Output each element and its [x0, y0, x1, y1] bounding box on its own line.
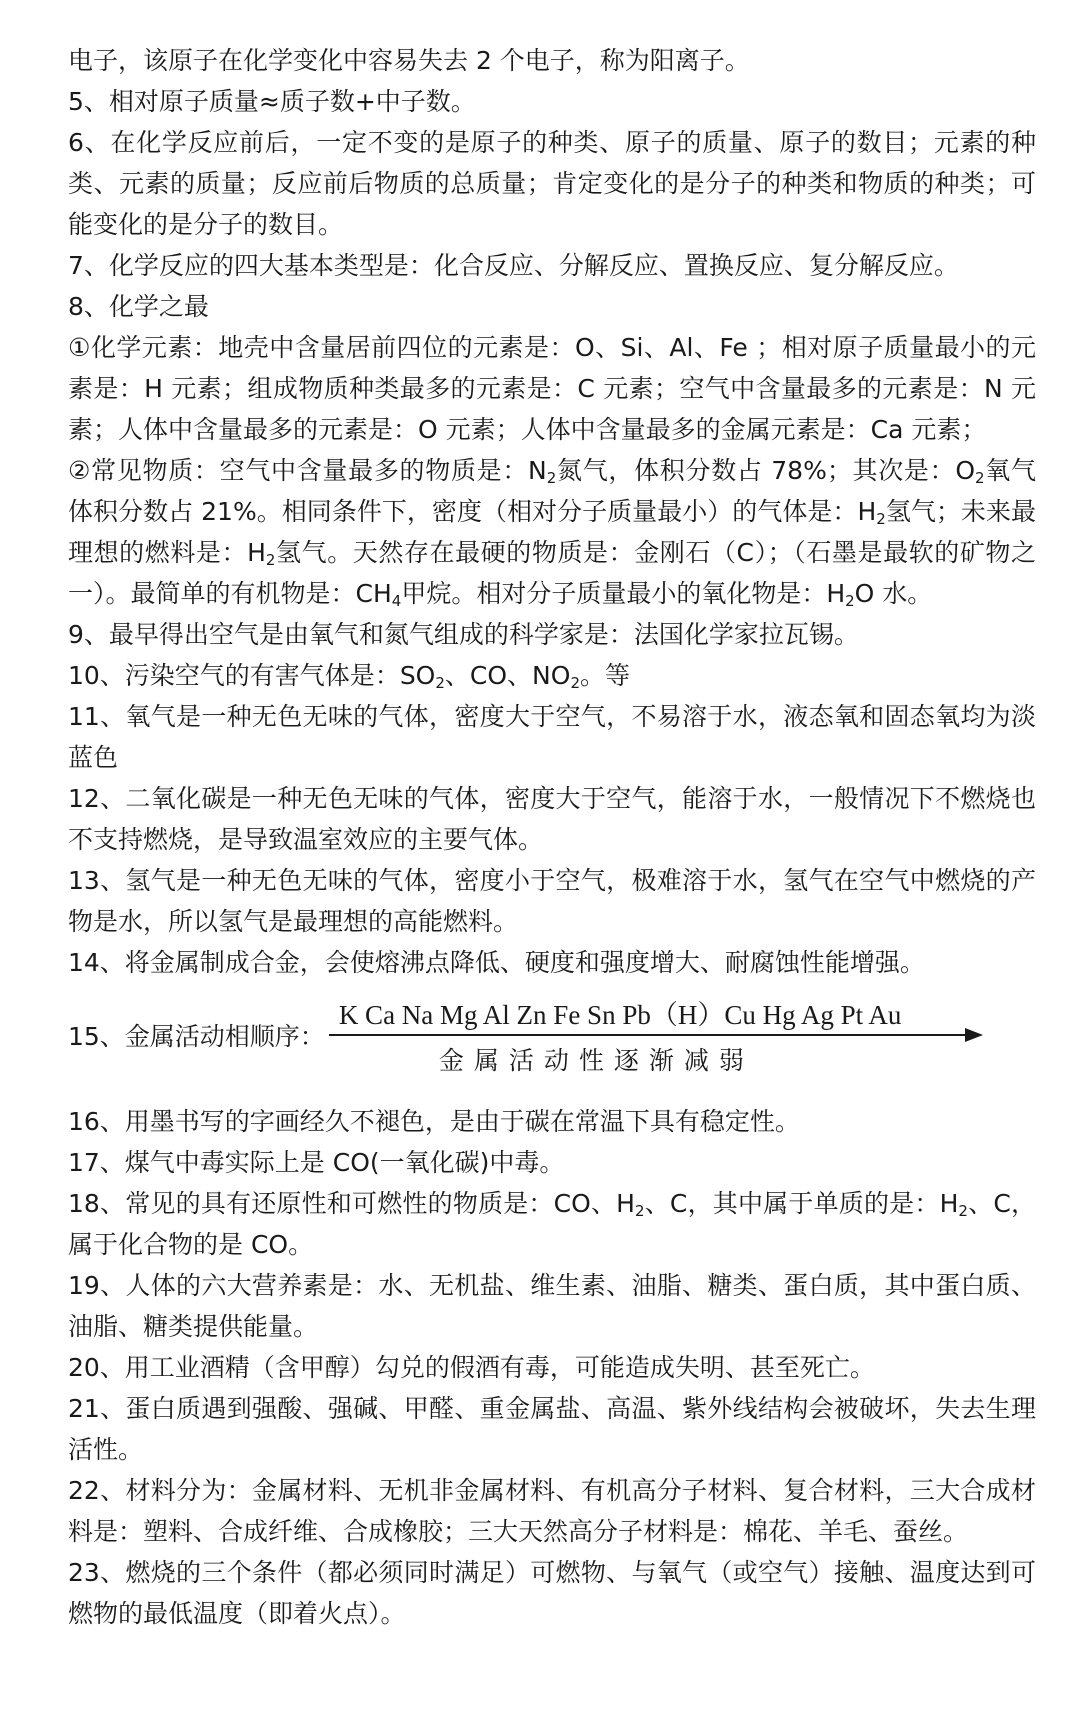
paragraph-21: 21、蛋白质遇到强酸、强碱、甲醛、重金属盐、高温、紫外线结构会被破坏，失去生理活性。 [68, 1394, 1036, 1464]
paragraph-8-elements: ①化学元素：地壳中含量居前四位的元素是：O、Si、Al、Fe ；相对原子质量最小的元素是：H 元素；组成物质种类最多的元素是：C 元素；空气中含量最多的元素是：N 元素；人体中含量最多的元素是：O 元素；人体中含量最多的金属元素是：Ca 元素； [68, 333, 1036, 444]
metal-activity-series [68, 989, 1036, 1081]
paragraph-11: 11、氧气是一种无色无味的气体，密度大于空气，不易溶于水，液态氧和固态氧均为淡蓝色 [68, 702, 1036, 772]
subscript: 2 [435, 674, 445, 692]
paragraph-20: 20、用工业酒精（含甲醇）勾兑的假酒有毒，可能造成失明、甚至死亡。 [68, 1353, 875, 1382]
text-segment: 、CO、NO [444, 661, 571, 690]
text-segment: 氮气，体积分数占 78%；其次是：O [556, 456, 976, 485]
subscript: 2 [975, 469, 985, 487]
arrow-head-icon [965, 1028, 983, 1042]
paragraph-8-substances [68, 450, 1036, 614]
paragraph-22: 22、材料分为：金属材料、无机非金属材料、有机高分子材料、复合材料，三大合成材料是：塑料、合成纤维、合成橡胶；三大天然高分子材料是：棉花、羊毛、蚕丝。 [68, 1476, 1036, 1546]
arrow-caption: 金属活动性逐渐减弱 [438, 1046, 754, 1075]
paragraph-10 [68, 655, 1036, 696]
subscript: 2 [845, 592, 855, 610]
paragraph-17: 17、煤气中毒实际上是 CO(一氧化碳)中毒。 [68, 1148, 565, 1177]
text-segment: 、C，属于化合物的是 CO。 [68, 1189, 1036, 1259]
text-segment: 10、污染空气的有害气体是：SO [68, 661, 436, 690]
text-segment: ②常见物质：空气中含量最多的物质是：N [68, 456, 547, 485]
paragraph-16: 16、用墨书写的字画经久不褪色，是由于碳在常温下具有稳定性。 [68, 1107, 800, 1136]
text-segment: 18、常见的具有还原性和可燃性的物质是：CO、H [68, 1189, 635, 1218]
paragraph-23: 23、燃烧的三个条件（都必须同时满足）可燃物、与氧气（或空气）接触、温度达到可燃物的最低温度（即着火点）。 [68, 1558, 1036, 1628]
paragraph-14: 14、将金属制成合金，会使熔沸点降低、硬度和强度增大、耐腐蚀性能增强。 [68, 948, 925, 977]
paragraph-12: 12、二氧化碳是一种无色无味的气体，密度大于空气，能溶于水，一般情况下不燃烧也不支持燃烧，是导致温室效应的主要气体。 [68, 784, 1036, 854]
subscript: 2 [958, 1202, 968, 1220]
paragraph-13: 13、氢气是一种无色无味的气体，密度小于空气，极难溶于水，氢气在空气中燃烧的产物是水，所以氢气是最理想的高能燃料。 [68, 866, 1036, 936]
subscript: 2 [546, 469, 557, 487]
text-segment: 氧气体积分数占 21%。相同条件下，密度（相对分子质量最小）的气体是：H [68, 456, 1036, 526]
text-segment: 甲烷。相对分子质量最小的氧化物是：H [401, 579, 846, 608]
subscript: 4 [391, 592, 402, 610]
paragraph-19: 19、人体的六大营养素是：水、无机盐、维生素、油脂、糖类、蛋白质，其中蛋白质、油脂、糖类提供能量。 [68, 1271, 1036, 1341]
paragraph-5: 5、相对原子质量≈质子数+中子数。 [68, 87, 476, 116]
paragraph-9: 9、最早得出空气是由氧气和氮气组成的科学家是：法国化学家拉瓦锡。 [68, 620, 859, 649]
metal-sequence: K Ca Na Mg Al Zn Fe Sn Pb（H）Cu Hg Ag Pt Au [338, 1000, 902, 1030]
activity-arrow-diagram [329, 989, 989, 1081]
subscript: 2 [570, 674, 580, 692]
paragraph-6: 6、在化学反应前后，一定不变的是原子的种类、原子的质量、原子的数目；元素的种类、元素的质量；反应前后物质的总质量；肯定变化的是分子的种类和物质的种类；可能变化的是分子的数目。 [68, 128, 1036, 239]
activity-series-label: 15、金属活动相顺序： [68, 1022, 325, 1051]
text-segment: 氢气。天然存在最硬的物质是：金刚石（C）；（石墨是最软的矿物之一）。最简单的有机物是：CH [68, 538, 1036, 608]
arrow-line [329, 1034, 969, 1036]
paragraph-cation: 电子，该原子在化学变化中容易失去 2 个电子，称为阳离子。 [68, 46, 750, 75]
subscript: 2 [634, 1202, 645, 1220]
subscript: 2 [876, 510, 886, 528]
text-segment: 、C，其中属于单质的是：H [644, 1189, 959, 1218]
subscript: 2 [265, 551, 276, 569]
text-segment: 。等 [579, 661, 630, 690]
paragraph-18 [68, 1183, 1036, 1265]
paragraph-7: 7、化学反应的四大基本类型是：化合反应、分解反应、置换反应、复分解反应。 [68, 251, 959, 280]
text-segment: 氢气；未来最理想的燃料是：H [68, 497, 1036, 567]
text-segment: O 水。 [854, 579, 933, 608]
paragraph-8: 8、化学之最 [68, 292, 209, 321]
